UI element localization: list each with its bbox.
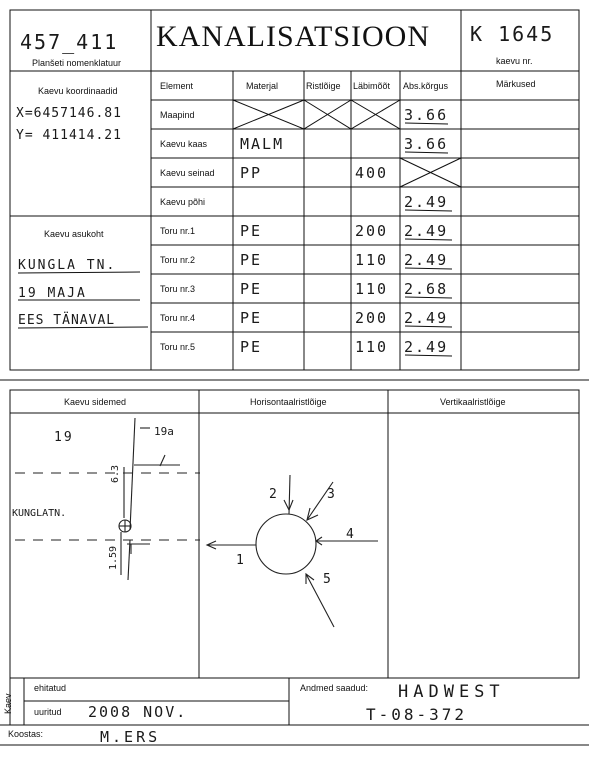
distance-top: 6.3: [110, 464, 121, 483]
data-source-value-2: T-08-372: [366, 705, 468, 724]
row-element: Toru nr.1: [160, 226, 196, 236]
row-diameter: 110: [355, 338, 389, 356]
horizontal-section: [207, 475, 378, 627]
page-title: KANALISATSIOON: [156, 20, 430, 53]
sheet-label: Planšeti nomenklatuur: [32, 58, 122, 68]
row-element: Kaevu põhi: [160, 197, 206, 207]
col-header-notes: Märkused: [496, 79, 536, 89]
row-diameter: 110: [355, 251, 389, 269]
row-material: PE: [240, 251, 263, 269]
house-left-label: 19: [54, 430, 74, 445]
compiled-label: Koostas:: [8, 729, 44, 739]
location-label: Kaevu asukoht: [44, 229, 104, 239]
col-header-section: Ristlõige: [306, 81, 341, 91]
coordinate-y: Y= 411414.21: [16, 128, 122, 143]
row-material: PP: [240, 164, 263, 182]
pipe-label-5: 5: [323, 572, 333, 587]
measured-label: uuritud: [34, 707, 62, 717]
sheet-number: 457_411: [20, 30, 119, 54]
pipe-label-4: 4: [346, 527, 356, 542]
row-element: Toru nr.3: [160, 284, 196, 294]
row-material: MALM: [240, 135, 285, 153]
well-label: kaevu nr.: [496, 56, 533, 66]
col-header-height: Abs.kõrgus: [403, 81, 449, 91]
sidemed-header: Kaevu sidemed: [64, 397, 127, 407]
distance-bottom: 1.59: [108, 545, 119, 570]
compiled-value: M.ERS: [100, 728, 161, 746]
footer-vertical-label: Kaev: [3, 693, 13, 714]
horizontal-header: Horisontaalristlõige: [250, 397, 327, 407]
vertical-header: Vertikaalristlõige: [440, 397, 506, 407]
house-right-label: 19a: [154, 425, 174, 438]
row-height: 2.49: [404, 222, 449, 240]
row-material: PE: [240, 222, 263, 240]
row-height: 3.66: [404, 135, 449, 153]
location-line-2: 19 MAJA: [18, 286, 87, 301]
row-element: Maapind: [160, 110, 195, 120]
row-height: 2.49: [404, 338, 449, 356]
measured-value: 2008 NOV.: [88, 703, 188, 721]
row-height: 2.49: [404, 309, 449, 327]
row-height: 3.66: [404, 106, 449, 124]
col-header-diameter: Läbimõõt: [353, 81, 391, 91]
location-line-3: EES TÄNAVAL: [18, 313, 116, 328]
row-element: Toru nr.2: [160, 255, 196, 265]
coordinate-x: X=6457146.81: [16, 106, 122, 121]
row-diameter: 400: [355, 164, 389, 182]
row-height: 2.49: [404, 193, 449, 211]
row-diameter: 200: [355, 309, 389, 327]
row-material: PE: [240, 280, 263, 298]
row-element: Toru nr.5: [160, 342, 196, 352]
col-header-material: Materjal: [246, 81, 279, 91]
coordinates-label: Kaevu koordinaadid: [38, 86, 118, 96]
row-diameter: 200: [355, 222, 389, 240]
row-element: Toru nr.4: [160, 313, 196, 323]
row-height: 2.49: [404, 251, 449, 269]
pipe-label-3: 3: [327, 487, 337, 502]
pipe-label-1: 1: [236, 553, 246, 568]
row-element: Kaevu seinad: [160, 168, 215, 178]
row-material: PE: [240, 309, 263, 327]
data-source-value-1: HADWEST: [398, 682, 505, 702]
built-label: ehitatud: [34, 683, 67, 693]
data-source-label: Andmed saadud:: [300, 683, 369, 693]
col-header-element: Element: [160, 81, 194, 91]
pipe-label-2: 2: [269, 487, 279, 502]
row-material: PE: [240, 338, 263, 356]
street-label: KUNGLATN.: [12, 508, 67, 519]
well-id: K 1645: [470, 22, 555, 46]
location-line-1: KUNGLA TN.: [18, 258, 117, 273]
row-diameter: 110: [355, 280, 389, 298]
row-element: Kaevu kaas: [160, 139, 208, 149]
row-height: 2.68: [404, 280, 449, 298]
